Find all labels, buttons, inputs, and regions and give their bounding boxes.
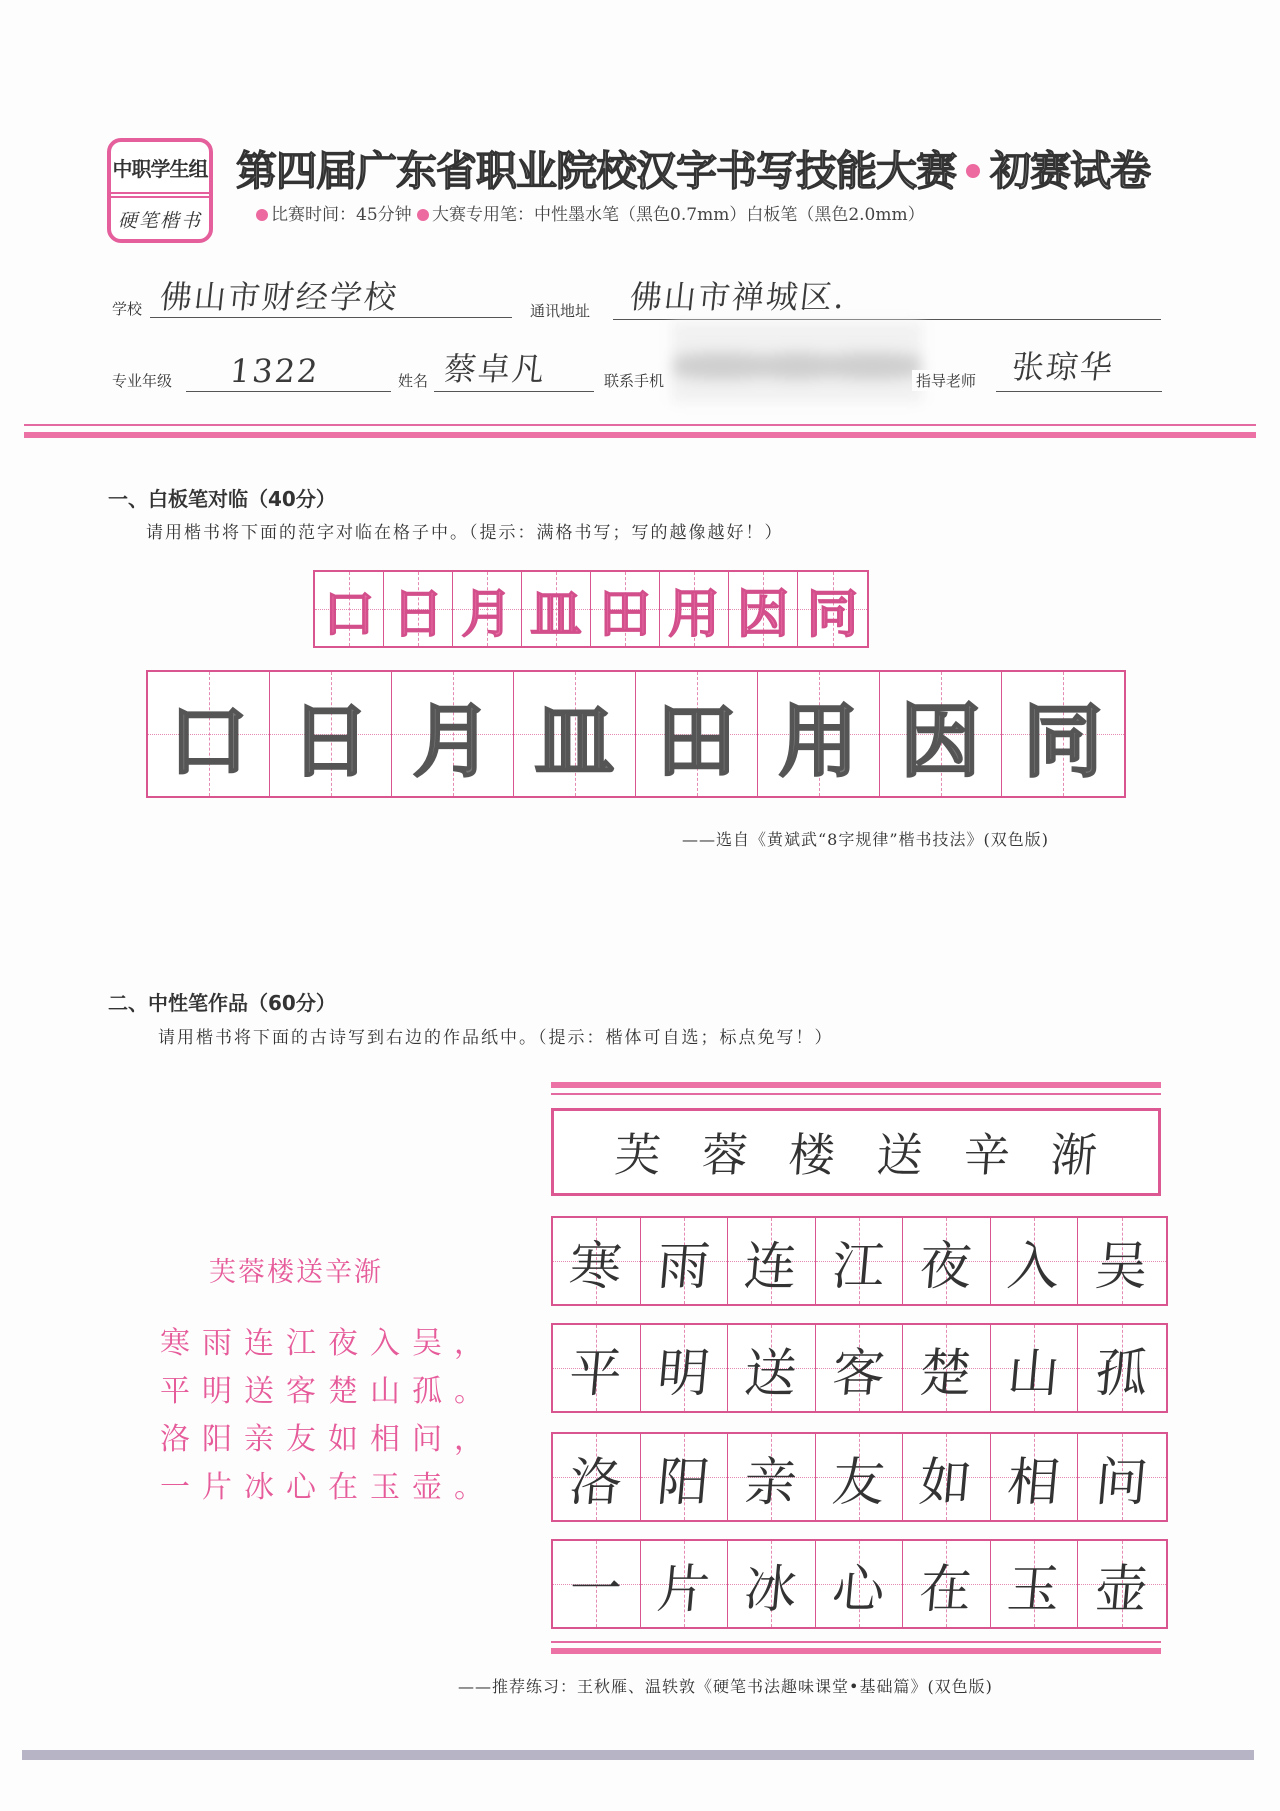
divider-thin [24,424,1256,426]
poem-line: 洛阳亲友如相问， [160,1422,496,1457]
practice-cell[interactable]: 因 [880,672,1002,796]
work-cell[interactable]: 壶 [1078,1541,1166,1627]
work-cell[interactable]: 相 [991,1434,1079,1520]
work-title-char: 送 [874,1128,925,1182]
work-cell[interactable]: 江 [816,1218,904,1304]
model-cell: 田 [591,572,660,646]
major-label: 专业年级 [112,372,173,390]
practice-cell[interactable]: 用 [758,672,880,796]
badge-group-label: 中职学生组 [112,156,208,181]
practice-cell[interactable]: 日 [270,672,392,796]
work-row-2 [551,1323,1168,1413]
footer-bar [22,1750,1254,1760]
name-label: 姓名 [398,372,429,390]
section1-instruction: 请用楷书将下面的范字对临在格子中。（提示：满格书写；写的越像越好！） [146,523,784,543]
work-cell[interactable]: 在 [903,1541,991,1627]
work-cell[interactable]: 客 [816,1325,904,1411]
work-cell[interactable]: 明 [641,1325,729,1411]
divider-thick [24,432,1256,438]
work-paper-bottom-rule-thin [551,1641,1161,1643]
model-cell: 因 [729,572,798,646]
work-cell[interactable]: 问 [1078,1434,1166,1520]
page-title [236,138,1150,197]
practice-cell[interactable]: 田 [636,672,758,796]
work-cell[interactable]: 一 [553,1541,641,1627]
work-cell[interactable]: 夜 [903,1218,991,1304]
work-cell[interactable]: 友 [816,1434,904,1520]
category-badge [107,138,213,243]
work-cell[interactable]: 山 [991,1325,1079,1411]
work-paper-bottom-rule [551,1648,1161,1654]
teacher-value: 张琼华 [1010,348,1117,386]
practice-cell[interactable]: 口 [148,672,270,796]
work-cell[interactable]: 玉 [991,1541,1079,1627]
work-paper-top-rule-thin [551,1093,1161,1095]
work-title-char: 辛 [961,1128,1012,1182]
practice-char-grid [146,670,1126,798]
exam-pen: 大赛专用笔：中性墨水笔（黑色0.7mm）白板笔（黑色2.0mm） [432,205,925,225]
work-cell[interactable]: 洛 [553,1434,641,1520]
work-title-char: 楼 [787,1128,837,1182]
work-cell[interactable]: 吴 [1078,1218,1166,1304]
work-cell[interactable]: 寒 [553,1218,641,1304]
poem-title: 芙蓉楼送辛渐 [209,1257,383,1288]
work-cell[interactable]: 雨 [641,1218,729,1304]
address-label: 通讯地址 [530,302,591,320]
model-cell: 用 [660,572,729,646]
model-cell: 月 [453,572,522,646]
bullet-icon [256,209,268,221]
work-title-char: 蓉 [699,1128,750,1182]
work-cell[interactable]: 冰 [728,1541,816,1627]
name-value: 蔡卓凡 [442,350,549,388]
title-bullet-icon [966,164,980,178]
work-cell[interactable]: 入 [991,1218,1079,1304]
work-cell[interactable]: 平 [553,1325,641,1411]
model-char-grid [313,570,869,648]
exam-rules [256,200,925,225]
work-row-4 [551,1539,1168,1629]
work-cell[interactable]: 楚 [903,1325,991,1411]
bullet-icon [417,209,429,221]
work-paper-top-rule [551,1082,1161,1088]
section1-title: 一、白板笔对临（40分） [108,487,336,511]
work-cell[interactable]: 片 [641,1541,729,1627]
model-cell: 口 [315,572,384,646]
practice-cell[interactable]: 同 [1002,672,1124,796]
practice-cell[interactable]: 月 [392,672,514,796]
badge-style-label: 硬笔楷书 [117,210,202,232]
work-title-char: 渐 [1049,1128,1099,1182]
model-cell: 同 [798,572,867,646]
model-cell: 皿 [522,572,591,646]
school-label: 学校 [112,300,143,318]
work-cell[interactable]: 如 [903,1434,991,1520]
work-title-box[interactable] [551,1108,1161,1196]
work-cell[interactable]: 孤 [1078,1325,1166,1411]
work-cell[interactable]: 连 [728,1218,816,1304]
section2-instruction: 请用楷书将下面的古诗写到右边的作品纸中。（提示：楷体可自选；标点免写！） [158,1028,834,1048]
work-cell[interactable]: 亲 [728,1434,816,1520]
poem-line: 寒雨连江夜入吴， [160,1326,496,1361]
title-main: 第四届广东省职业院校汉字书写技能大赛 [236,147,956,195]
model-cell: 日 [384,572,453,646]
poem-line: 平明送客楚山孤。 [160,1374,496,1409]
title-suffix: 初赛试卷 [990,147,1150,195]
section2-title: 二、中性笔作品（60分） [108,991,336,1015]
work-row-1 [551,1216,1168,1306]
work-cell[interactable]: 阳 [641,1434,729,1520]
phone-label: 联系手机 [604,372,665,390]
address-value: 佛山市禅城区. [628,278,849,316]
work-cell[interactable]: 心 [816,1541,904,1627]
teacher-label: 指导老师 [912,370,976,391]
poem-line: 一片冰心在玉壶。 [160,1470,496,1505]
major-value: 1322 [228,352,322,390]
work-cell[interactable]: 送 [728,1325,816,1411]
work-row-3 [551,1432,1168,1522]
section1-source: ——选自《黄斌武“8字规律”楷书技法》(双色版) [682,830,1050,849]
practice-cell[interactable]: 皿 [514,672,636,796]
school-value: 佛山市财经学校 [158,278,401,316]
work-title-char: 芙 [612,1128,663,1182]
phone-redacted [672,322,922,402]
section2-source: ——推荐练习：王秋雁、温轶敦《硬笔书法趣味课堂•基础篇》(双色版) [458,1677,993,1696]
exam-time: 比赛时间：45分钟 [271,205,412,225]
